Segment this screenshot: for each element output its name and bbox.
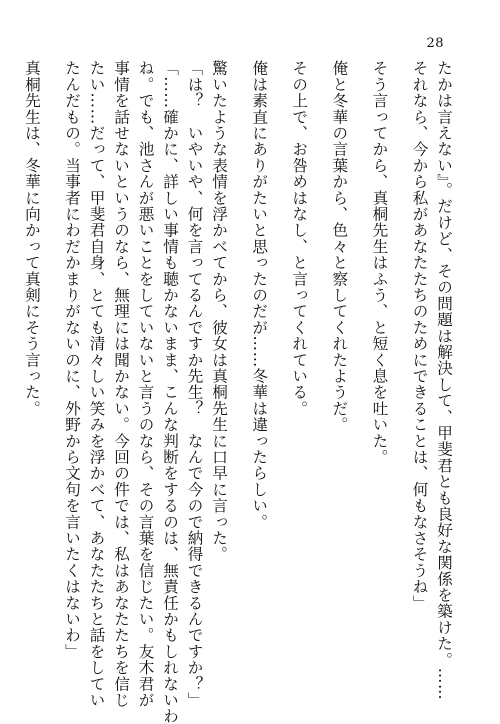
text-line: 俺と冬華の言葉から、色々と察してくれたようだ。 [330,60,349,433]
text-line: そう言ってから、真桐先生はふう、と短く息を吐いた。 [370,60,389,465]
text-line [0,60,19,660]
page-number: 28 [426,36,444,51]
text-line: ね。でも、池さんが悪いことをしていないと言うのなら、その言葉を信じたい。友木君が [136,60,155,708]
text-line: それなら、今から私があなたたちのためにできることは、何もなさそうね」 [410,60,429,611]
text-line: たい……だって、甲斐君自身、とても清々しい笑みを浮かべて、あなたたちと話をしてい [87,60,106,708]
text-line: 真桐先生は、冬華に向かって真剣にそう言った。 [22,60,41,417]
text-line: 「……確かに、詳しい事情も聴かないまま、こんな判断をするのは、無責任かもしれないわ [161,60,180,724]
text-line: 事情を話せないというのなら、無理には聞かない。今回の件では、私はあなたたちを信じ [112,60,131,708]
text-line: たかは言えない』。だけど、その問題は解決して、甲斐君とも良好な関係を築けた。…… [435,60,453,701]
text-line: 「は？ いやいや、何を言ってるんですか先生？ なんで今ので納得できるんですか？」 [185,60,204,708]
text-line: 驚いたような表情を浮かべてから、彼女は真桐先生に口早に言った。 [210,60,229,563]
text-line: 俺は素直にありがたいと思ったのだが……冬華は違ったらしい。 [250,60,269,530]
text-line: その上で、お咎めはなし、と言ってくれている。 [290,60,309,417]
text-line: たんだもの。当事者にわだかまりがないのに、外野から文句を言いたくはないわ」 [63,60,82,660]
body-text [22,60,456,724]
